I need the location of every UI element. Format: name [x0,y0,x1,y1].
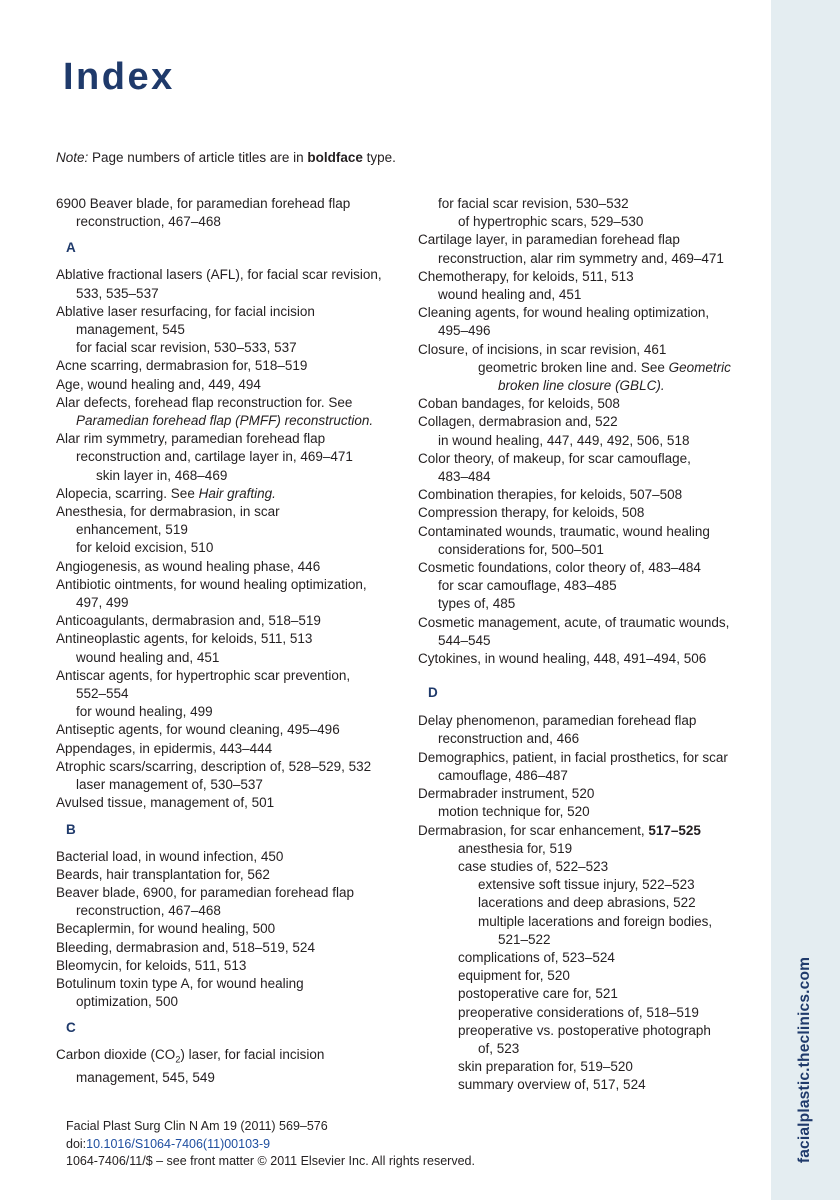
entry-text: geometric broken line and. See [478,359,669,375]
entry-line: preoperative vs. postoperative photograph [458,1022,711,1038]
index-entry: Coban bandages, for keloids, 508 [418,396,620,412]
entry-line: Ablative laser resurfacing, for facial incision [56,303,315,319]
entry-line: Demographics, patient, in facial prosthetics, for scar [418,749,728,765]
index-entry: Compression therapy, for keloids, 508 [418,505,645,521]
entry-continuation: reconstruction, 467–468 [76,214,221,230]
index-entry: Beards, hair transplantation for, 562 [56,866,270,882]
index-subentry: summary overview of, 517, 524 [458,1077,646,1093]
index-entry [56,485,396,503]
entry-line: Cleaning agents, for wound healing optimization, [418,305,710,321]
index-entry [418,614,763,650]
index-entry [56,667,396,703]
entry-continuation: reconstruction and, 466 [438,731,580,747]
note-text-after: type. [362,150,396,165]
index-subentry: skin preparation for, 519–520 [458,1059,633,1075]
journal-citation: Facial Plast Surg Clin N Am 19 (2011) 569–576 [66,1119,328,1133]
index-subentry: for facial scar revision, 530–533, 537 [76,340,297,356]
index-entry: Anticoagulants, dermabrasion and, 518–519 [56,613,321,629]
index-entry: Bleomycin, for keloids, 511, 513 [56,957,247,973]
index-subentry: preoperative considerations of, 518–519 [458,1004,699,1020]
section-heading-a: A [66,240,76,256]
index-entry: Avulsed tissue, management of, 501 [56,795,275,811]
cross-reference: Paramedian forehead flap (PMFF) reconstruction. [76,413,374,429]
entry-line: Botulinum toxin type A, for wound healing [56,975,304,991]
entry-continuation: reconstruction, 467–468 [76,903,221,919]
index-entry [56,503,396,539]
cross-reference: Geometric [668,359,731,375]
entry-text: Dermabrasion, for scar enhancement, [418,822,649,838]
doi-label: doi: [66,1136,87,1151]
doi-line [66,1136,475,1154]
entry-line: Beaver blade, 6900, for paramedian forehead flap [56,884,354,900]
index-subentry: wound healing and, 451 [76,649,220,665]
entry-line: Ablative fractional lasers (AFL), for facial scar revision, [56,267,382,283]
index-entry: Dermabrader instrument, 520 [418,786,595,802]
index-subentry: equipment for, 520 [458,968,570,984]
index-entry [56,884,396,920]
entry-continuation: optimization, 500 [76,994,179,1010]
index-entry: Antineoplastic agents, for keloids, 511, 513 [56,631,313,647]
cross-reference: broken line closure (GBLC). [498,378,665,394]
entry-continuation: reconstruction, alar rim symmetry and, 469–471 [438,250,724,266]
index-subentry: wound healing and, 451 [438,287,582,303]
index-entry [56,975,396,1011]
index-subsubentry: extensive soft tissue injury, 522–523 [478,877,695,893]
section-heading-b: B [66,821,76,837]
index-entry: Bacterial load, in wound infection, 450 [56,848,284,864]
index-column-left [56,195,396,1087]
entry-continuation: considerations for, 500–501 [438,541,604,557]
index-entry: Becaplermin, for wound healing, 500 [56,921,276,937]
entry-line: Alar rim symmetry, paramedian forehead flap [56,431,326,447]
index-subsubentry: lacerations and deep abrasions, 522 [478,895,696,911]
doi-link[interactable]: 10.1016/S1064-7406(11)00103-9 [86,1136,271,1151]
section-heading-c: C [66,1020,76,1036]
index-subsubentry [418,913,763,949]
entry-line: Alopecia, scarring. See [56,485,199,501]
index-subentry: of hypertrophic scars, 529–530 [458,214,644,230]
entry-line: Cosmetic management, acute, of traumatic wounds, [418,614,730,630]
entry-continuation: 552–554 [76,686,129,702]
index-subentry: in wound healing, 447, 449, 492, 506, 518 [438,432,690,448]
index-subentry: anesthesia for, 519 [458,840,573,856]
entry-continuation: enhancement, 519 [76,522,188,538]
entry-text: ) laser, for facial incision [180,1047,325,1063]
index-entry [418,822,763,840]
entry-line: Anesthesia, for dermabrasion, in scar [56,504,280,520]
index-entry [418,231,763,267]
index-entry: Appendages, in epidermis, 443–444 [56,740,273,756]
index-entry [56,430,396,466]
index-entry [56,394,396,430]
index-entry [418,523,763,559]
index-subentry: for wound healing, 499 [76,704,213,720]
entry-continuation [56,412,396,430]
entry-continuation: 495–496 [438,323,491,339]
index-column-right [418,195,763,1095]
note-label: Note: [56,150,89,165]
entry-line [56,1046,396,1069]
entry-continuation: camouflage, 486–487 [438,767,568,783]
note-text-before: Page numbers of article titles are in [88,150,308,165]
index-entry [418,450,763,486]
index-entry [418,712,763,748]
page-title: Index [63,56,175,98]
index-entry [418,749,763,785]
index-subentry [418,1022,763,1058]
entry-continuation: management, 545 [76,322,185,338]
entry-line: Delay phenomenon, paramedian forehead flap [418,713,697,729]
article-title-pages: 517–525 [648,822,701,838]
entry-text: Carbon dioxide (CO [56,1047,176,1063]
entry-continuation: 544–545 [438,632,491,648]
index-entry: Cytokines, in wound healing, 448, 491–494, 506 [418,651,707,667]
entry-line: 6900 Beaver blade, for paramedian forehead flap [56,196,351,211]
index-entry: Atrophic scars/scarring, description of, 528–529, 532 [56,758,372,774]
entry-line: Antiscar agents, for hypertrophic scar prevention, [56,667,351,683]
index-entry: Cosmetic foundations, color theory of, 483–484 [418,560,701,576]
index-subentry [418,359,763,377]
index-entry: Closure, of incisions, in scar revision, 461 [418,341,667,357]
index-subentry: for scar camouflage, 483–485 [438,578,617,594]
entry-line: Cartilage layer, in paramedian forehead flap [418,232,680,248]
entry-continuation: 521–522 [498,931,551,947]
index-entry: Bleeding, dermabrasion and, 518–519, 524 [56,939,315,955]
entry-continuation: management, 545, 549 [76,1070,215,1086]
index-entry [56,1046,396,1087]
index-subentry: types of, 485 [438,596,516,612]
index-entry [56,576,396,612]
index-entry: Combination therapies, for keloids, 507–508 [418,487,683,503]
entry-line: Contaminated wounds, traumatic, wound healing [418,523,710,539]
index-subentry: laser management of, 530–537 [76,777,263,793]
index-entry [56,195,396,231]
entry-line: multiple lacerations and foreign bodies, [478,913,713,929]
entry-continuation: reconstruction and, cartilage layer in, 469–471 [76,449,353,465]
copyright-line: 1064-7406/11/$ – see front matter © 2011 Elsevier Inc. All rights reserved. [66,1154,475,1168]
index-subentry: skin layer in, 468–469 [96,467,228,483]
index-note [56,149,396,167]
entry-continuation: 483–484 [438,469,491,485]
index-subentry: for facial scar revision, 530–532 [438,196,629,211]
index-subentry-continuation [418,377,763,395]
entry-line: Color theory, of makeup, for scar camouflage, [418,450,691,466]
index-entry [418,304,763,340]
index-entry: Antiseptic agents, for wound cleaning, 495–496 [56,722,340,738]
index-entry [56,266,396,302]
footer [66,1118,475,1171]
entry-line: Alar defects, forehead flap reconstruction for. See [56,394,353,410]
index-entry: Collagen, dermabrasion and, 522 [418,414,618,430]
entry-continuation: of, 523 [478,1040,520,1056]
index-entry [56,303,396,339]
section-heading-d: D [428,685,438,701]
index-subentry: case studies of, 522–523 [458,858,609,874]
subscript: 2 [175,1055,181,1066]
index-entry: Age, wound healing and, 449, 494 [56,376,261,392]
index-subentry: postoperative care for, 521 [458,986,618,1002]
entry-continuation: 497, 499 [76,595,129,611]
index-subentry: motion technique for, 520 [438,804,590,820]
note-bold-word: boldface [307,150,363,165]
index-entry: Angiogenesis, as wound healing phase, 446 [56,558,321,574]
index-entry: Chemotherapy, for keloids, 511, 513 [418,268,634,284]
index-entry: Acne scarring, dermabrasion for, 518–519 [56,358,308,374]
entry-line: Antibiotic ointments, for wound healing optimization, [56,576,367,592]
journal-website-url[interactable]: facialplastic.theclinics.com [796,956,813,1164]
cross-reference: Hair grafting. [198,485,276,501]
entry-continuation: 533, 535–537 [76,285,159,301]
index-subentry: for keloid excision, 510 [76,540,214,556]
index-subentry: complications of, 523–524 [458,949,615,965]
